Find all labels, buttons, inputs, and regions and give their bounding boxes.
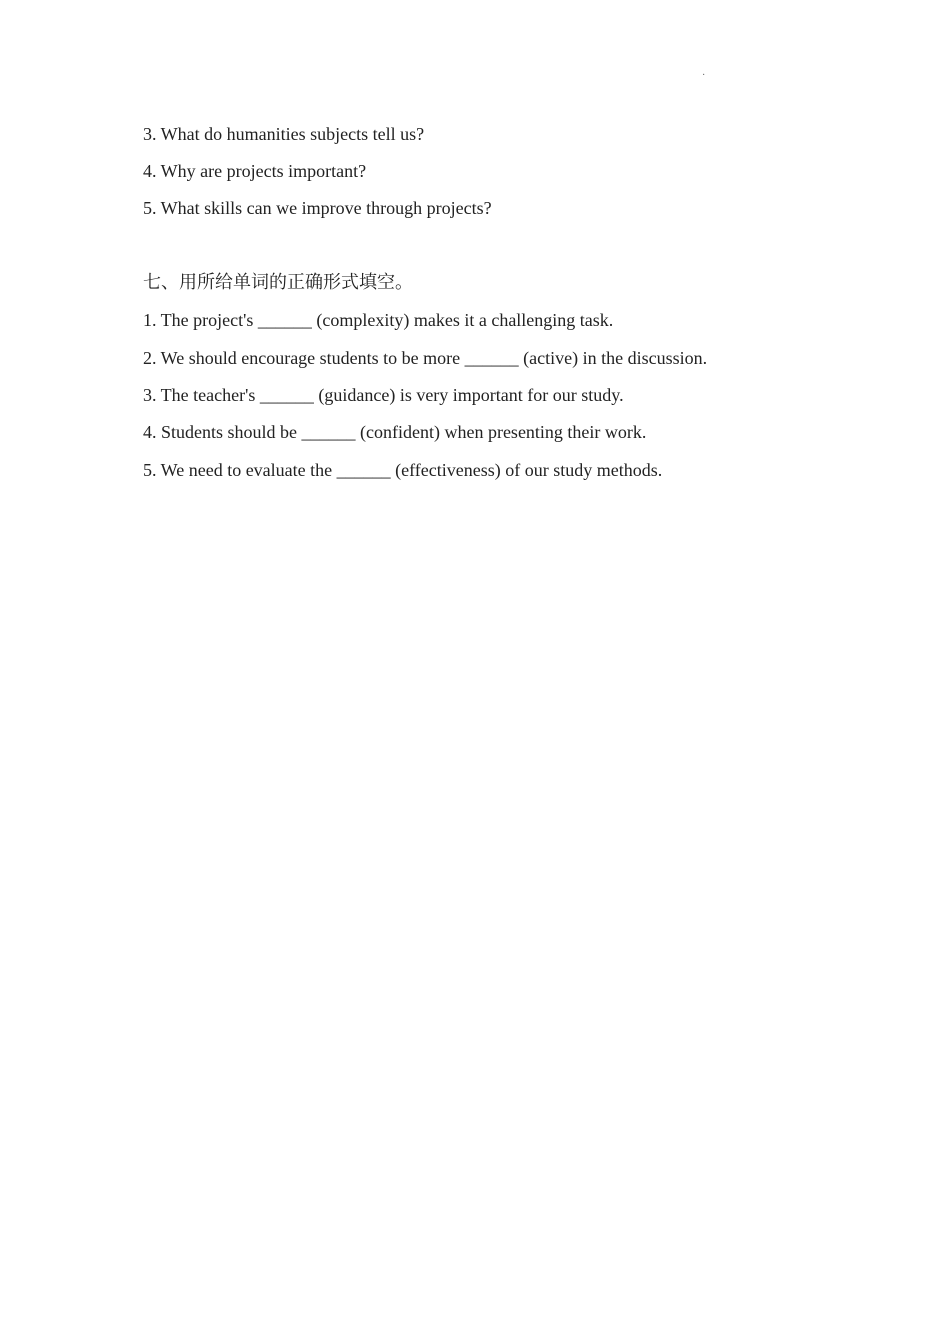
fill-blank-item: 1. The project's ______ (complexity) makes it a challenging task. <box>143 310 614 330</box>
question-item: 5. What skills can we improve through projects? <box>143 198 492 218</box>
header-mark: · <box>702 70 706 81</box>
fill-blank-item: 3. The teacher's ______ (guidance) is very important for our study. <box>143 385 624 405</box>
fill-blank-item: 5. We need to evaluate the ______ (effectiveness) of our study methods. <box>143 460 663 480</box>
fill-blank-item: 2. We should encourage students to be more ______ (active) in the discussion. <box>143 348 708 368</box>
question-item: 4. Why are projects important? <box>143 161 367 181</box>
fill-blank-item: 4. Students should be ______ (confident) when presenting their work. <box>143 422 647 442</box>
question-item: 3. What do humanities subjects tell us? <box>143 124 425 144</box>
section-7-title: 七、用所给单词的正确形式填空。 <box>143 272 413 293</box>
